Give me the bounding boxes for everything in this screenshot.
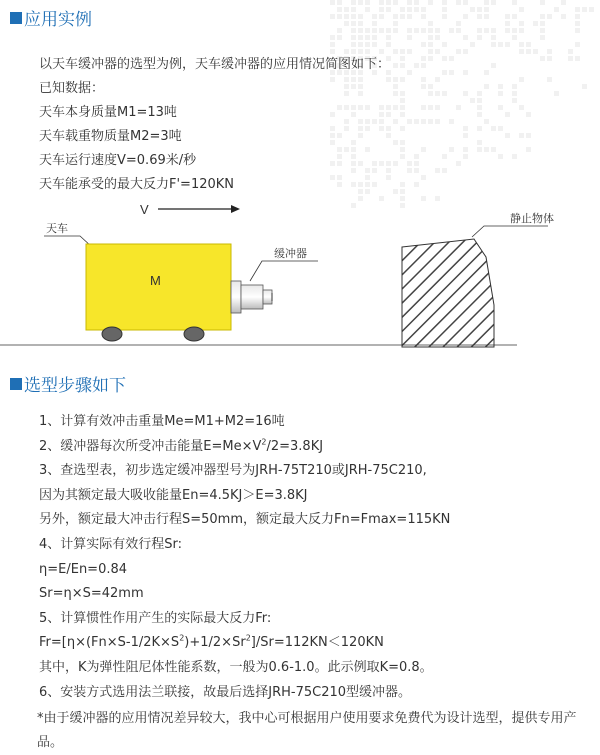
step-line: 因为其额定最大吸收能量En=4.5KJ＞E=3.8KJ (39, 487, 308, 503)
step-line: 5、计算惯性作用产生的实际最大反力Fr: (39, 610, 272, 626)
wall-label: 静止物体 (510, 213, 554, 225)
step-line: 6、安装方式选用法兰联接，故最后选择JRH-75C210型缓冲器。 (39, 684, 412, 700)
step-text: /2=3.8KJ (266, 438, 324, 454)
superscript: 2 (245, 634, 251, 644)
buffer-flange (231, 281, 241, 313)
step-line: 1、计算有效冲击重量Me=M1+M2=16吨 (39, 414, 285, 429)
square-bullet-icon (10, 12, 22, 24)
crane-buffer-diagram (0, 195, 600, 355)
mass-label: M (150, 273, 161, 288)
intro-text: 以天车缓冲器的选型为例，天车缓冲器的应用情况简图如下： (39, 57, 391, 72)
step-line: 3、查选型表，初步选定缓冲器型号为JRH-75T210或JRH-75C210, (39, 463, 427, 479)
known-item: 天车本身质量M1=13吨 (39, 105, 177, 120)
selection-steps (39, 412, 597, 755)
crane-wheel (102, 327, 122, 341)
buffer-cylinder (241, 285, 263, 309)
step-line (39, 437, 597, 462)
dotted-background-pattern (330, 0, 600, 210)
crane-leader-line (44, 236, 92, 247)
footnote: *由于缓冲器的应用情况差异较大，我中心可根据用户使用要求免费代为设计选型，提供专用产品。 (37, 711, 577, 751)
known-item: 天车载重物质量M2=3吨 (39, 129, 182, 144)
step-line: 4、计算实际有效行程Sr: (39, 536, 183, 552)
step-text: Fr=[η×(Fn×S-1/2K×S (39, 635, 180, 651)
crane-wheel (184, 327, 204, 341)
step-line: η=E/En=0.84 (39, 561, 128, 577)
buffer-rod (263, 290, 272, 304)
square-bullet-icon (10, 378, 22, 390)
known-item: 天车能承受的最大反力F'=120KN (39, 177, 235, 192)
section-title-text: 选型步骤如下 (24, 376, 126, 396)
buffer-leader-line (250, 261, 318, 281)
buffer-label: 缓冲器 (274, 248, 307, 260)
step-text: )+1/2×Sr (184, 635, 246, 651)
section-title-text: 应用实例 (24, 10, 92, 30)
superscript: 2 (179, 634, 185, 644)
step-line: 另外，额定最大冲击行程S=50mm，额定最大反力Fn=Fmax=115KN (39, 512, 451, 528)
section-title-selection-steps (10, 371, 126, 396)
step-text: 2、缓冲器每次所受冲击能量E=Me×V (39, 438, 262, 454)
wall-leader-line (472, 226, 548, 237)
step-line: Sr=η×S=42mm (39, 586, 144, 602)
stationary-object-wall (402, 239, 494, 347)
step-text: ]/Sr=112KN＜120KN (250, 635, 384, 651)
superscript: 2 (261, 437, 267, 447)
step-line (39, 633, 597, 658)
velocity-label: V (140, 202, 149, 217)
step-line: 其中，K为弹性阻尼体性能系数，一般为0.6-1.0。此示例取K=0.8。 (39, 659, 433, 675)
crane-label: 天车 (46, 223, 68, 235)
known-data-title: 已知数据： (39, 81, 105, 96)
known-item: 天车运行速度V=0.69米/秒 (39, 153, 197, 168)
velocity-arrow-head (231, 205, 240, 213)
section-title-application (10, 5, 92, 30)
